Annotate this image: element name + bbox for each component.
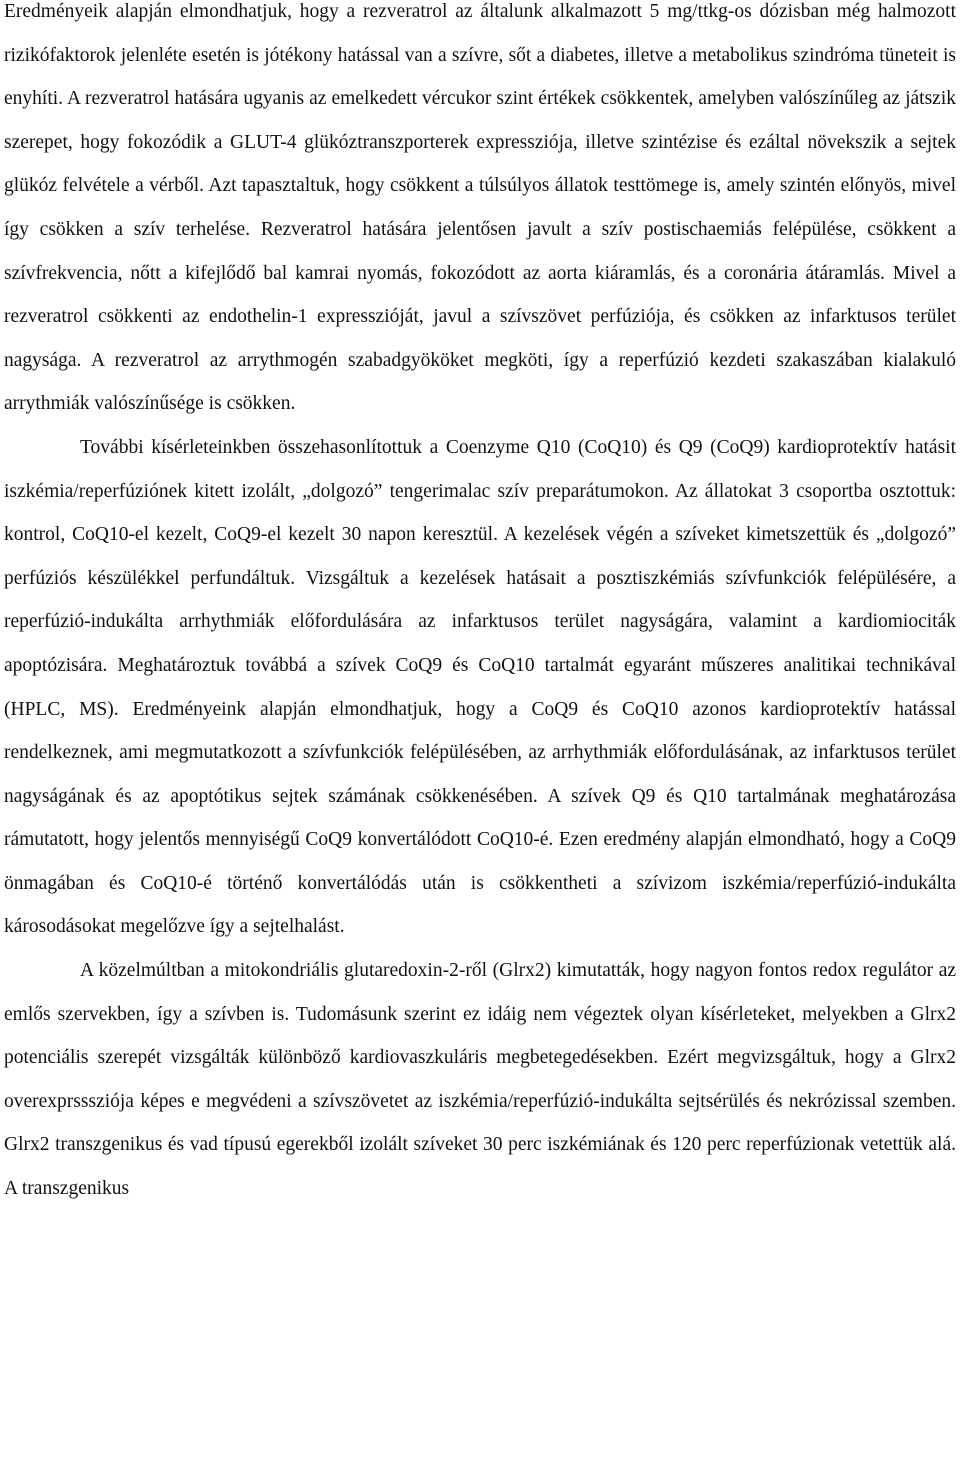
paragraph-coenzyme-q-study: További kísérleteinkben összehasonlítottuk a Coenzyme Q10 (CoQ10) és Q9 (CoQ9) kardioprotektív hatásit iszkémia/reperfúziónek kitett izolált, „dolgozó” tengerimalac szív preparátumokon. Az állatokat 3 csoportba osztottuk: kontrol, CoQ10-el kezelt, CoQ9-el kezelt 30 napon keresztül. A kezelések végén a szíveket kimetszettük és „dolgozó” perfúziós készülékkel perfundáltuk. Vizsgáltuk a kezelések hatásait a posztiszkémiás szívfunkciók felépülésére, a reperfúzió-indukálta arrhythmiák előfordulására az infarktusos terület nagyságára, valamint a kardiomiociták apoptózisára. Meghatároztuk továbbá a szívek CoQ9 és CoQ10 tartalmát egyaránt műszeres analitikai technikával (HPLC, MS). Eredményeink alapján elmondhatjuk, hogy a CoQ9 és CoQ10 azonos kardioprotektív hatással rendelkeznek, ami megmutatkozott a szívfunkciók felépülésében, az arrhythmiák előfordulásának, az infarktusos terület nagyságának és az apoptótikus sejtek számának csökkenésében. A szívek Q9 és Q10 tartalmának meghatározása rámutatott, hogy jelentős mennyiségű CoQ9 konvertálódott CoQ10-é. Ezen eredmény alapján elmondható, hogy a CoQ9 önmagában és CoQ10-é történő konvertálódás után is csökkentheti a szívizom iszkémia/reperfúzió-indukálta károsodásokat megelőzve így a sejtelhalást. xyxy=(4,436,956,938)
paragraph-glrx2-study: A közelmúltban a mitokondriális glutaredoxin-2-ről (Glrx2) kimutatták, hogy nagyon fontos redox regulátor az emlős szervekben, így a szívben is. Tudomásunk szerint ez idáig nem végeztek olyan kísérleteket, melyekben a Glrx2 potenciális szerepét vizsgálták különböző kardiovaszkuláris megbetegedésekben. Ezért megvizsgáltuk, hogy a Glrx2 overexprsssziója képes e megvédeni a szívszövetet az iszkémia/reperfúzió-indukálta sejtsérülés és nekrózissal szemben. Glrx2 transzgenikus és vad típusú egerekből izolált szíveket 30 perc iszkémiának és 120 perc reperfúzionak vetettük alá. A transzgenikus xyxy=(4,960,956,1200)
paragraph-rezveratrol-results: Eredményeik alapján elmondhatjuk, hogy a rezveratrol az általunk alkalmazott 5 mg/ttkg-os dózisban még halmozott rizikófaktorok jelenléte esetén is jótékony hatással van a szívre, sőt a diabetes, illetve a metabolikus szindróma tüneteit is enyhíti. A rezveratrol hatására ugyanis az emelkedett vércukor szint értékek csökkentek, amelyben valószínűleg az játszik szerepet, hogy fokozódik a GLUT-4 glükóztranszporterek expressziója, illetve szintézise és ezáltal növekszik a sejtek glükóz felvétele a vérből. Azt tapasztaltuk, hogy csökkent a túlsúlyos állatok testtömege is, amely szintén előnyös, mivel így csökken a szív terhelése. Rezveratrol hatására jelentősen javult a szív postischaemiás felépülése, csökkent a szívfrekvencia, nőtt a kifejlődő bal kamrai nyomás, fokozódott az aorta kiáramlás, és a coronária átáramlás. Mivel a rezveratrol csökkenti az endothelin-1 expresszióját, javul a szívszövet perfúziója, és csökken az infarktusos terület nagysága. A rezveratrol az arrythmogén szabadgyököket megköti, így a reperfúzió kezdeti szakaszában kialakuló arrythmiák valószínűsége is csökken. xyxy=(4,1,956,415)
